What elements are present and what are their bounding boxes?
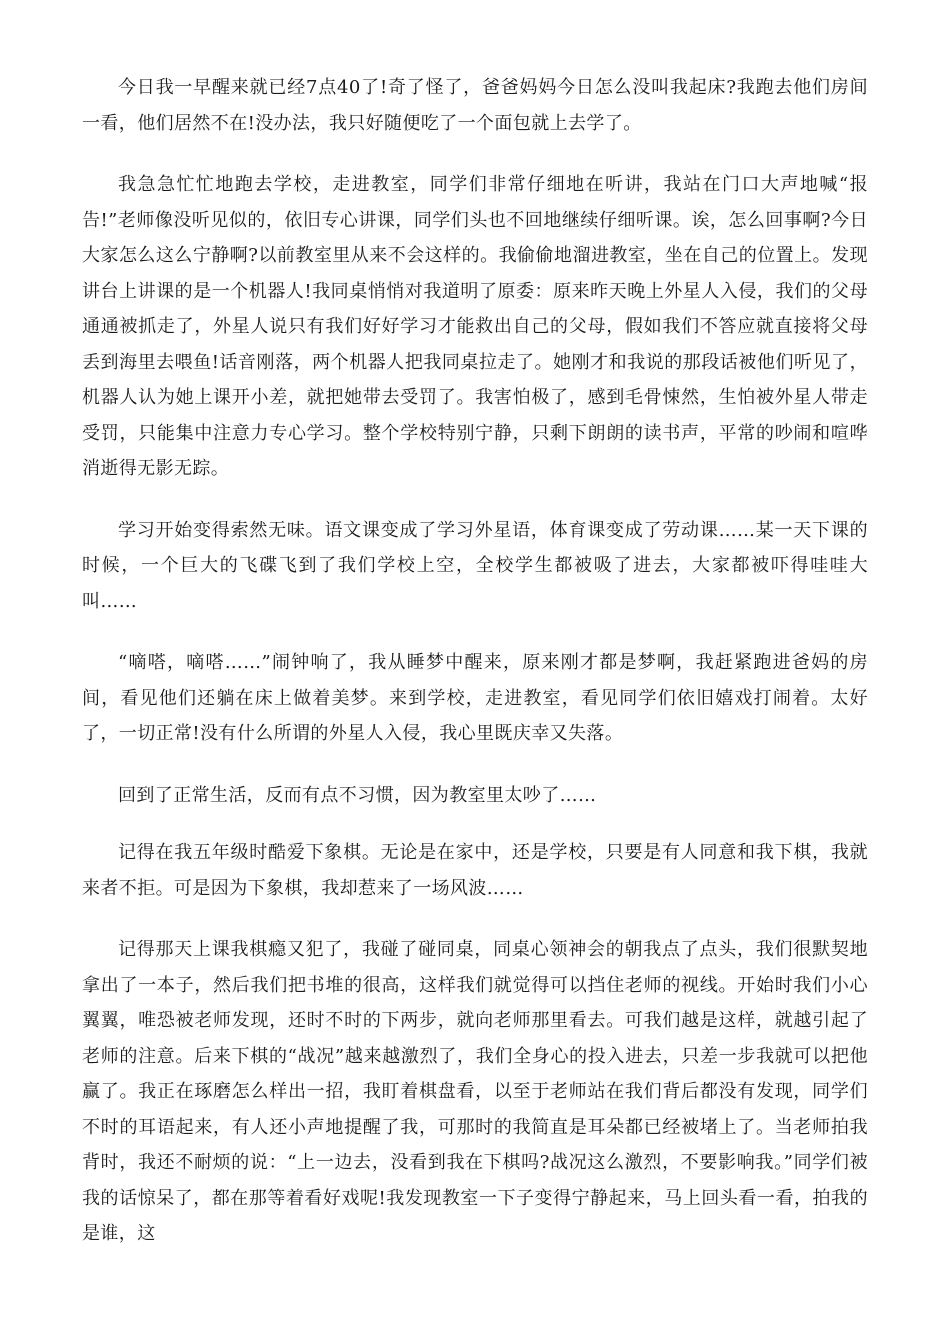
paragraph-1: 今日我一早醒来就已经7点40了!奇了怪了，爸爸妈妈今日怎么没叫我起床?我跑去他们房间一看，他们居然不在!没办法，我只好随便吃了一个面包就上去学了。: [82, 77, 868, 134]
document-page: [82, 70, 868, 1278]
paragraph-2: 我急急忙忙地跑去学校，走进教室，同学们非常仔细地在听讲，我站在门口大声地喊“报告!”老师像没听见似的，依旧专心讲课，同学们头也不回地继续仔细听课。诶，怎么回事啊?今日大家怎么这么宁静啊?以前教室里从来不会这样的。我偷偷地溜进教室，坐在自己的位置上。发现讲台上讲课的是一个机器人!我同桌悄悄对我道明了原委：原来昨天晚上外星人入侵，我们的父母通通被抓走了，外星人说只有我们好好学习才能救出自己的父母，假如我们不答应就直接将父母丢到海里去喂鱼!话音刚落，两个机器人把我同桌拉走了。她刚才和我说的那段话被他们听见了，机器人认为她上课开小差，就把她带去受罚了。我害怕极了，感到毛骨悚然，生怕被外星人带走受罚，只能集中注意力专心学习。整个学校特别宁静，只剩下朗朗的读书声，平常的吵闹和喧哗消逝得无影无踪。: [82, 174, 868, 479]
paragraph-7: 记得那天上课我棋瘾又犯了，我碰了碰同桌，同桌心领神会的朝我点了点头，我们很默契地拿出了一本子，然后我们把书堆的很高，这样我们就觉得可以挡住老师的视线。开始时我们小心翼翼，唯恐被老师发现，还时不时的下两步，就向老师那里看去。可我们越是这样，就越引起了老师的注意。后来下棋的“战况”越来越激烈了，我们全身心的投入进去，只差一步我就可以把他赢了。我正在琢磨怎么样出一招，我盯着棋盘看，以至于老师站在我们背后都没有发现，同学们不时的耳语起来，有人还小声地提醒了我，可那时的我简直是耳朵都已经被堵上了。当老师拍我背时，我还不耐烦的说：“上一边去，没看到我在下棋吗?战况这么激烈，不要影响我。”同学们被我的话惊呆了，都在那等着看好戏呢!我发现教室一下子变得宁静起来，马上回头看一看，拍我的是谁，这: [82, 939, 868, 1244]
paragraph-6: 记得在我五年级时酷爱下象棋。无论是在家中，还是学校，只要是有人同意和我下棋，我就来者不拒。可是因为下象棋，我却惹来了一场风波……: [82, 842, 868, 899]
paragraph-4: “嘀嗒，嘀嗒……”闹钟响了，我从睡梦中醒来，原来刚才都是梦啊，我赶紧跑进爸妈的房间，看见他们还躺在床上做着美梦。来到学校，走进教室，看见同学们依旧嬉戏打闹着。太好了，一切正常!没有什么所谓的外星人入侵，我心里既庆幸又失落。: [82, 652, 868, 744]
paragraph-5: 回到了正常生活，反而有点不习惯，因为教室里太吵了……: [118, 784, 597, 806]
paragraph-3: 学习开始变得索然无味。语文课变成了学习外星语，体育课变成了劳动课……某一天下课的时候，一个巨大的飞碟飞到了我们学校上空，全校学生都被吸了进去，大家都被吓得哇哇大叫……: [82, 519, 868, 612]
